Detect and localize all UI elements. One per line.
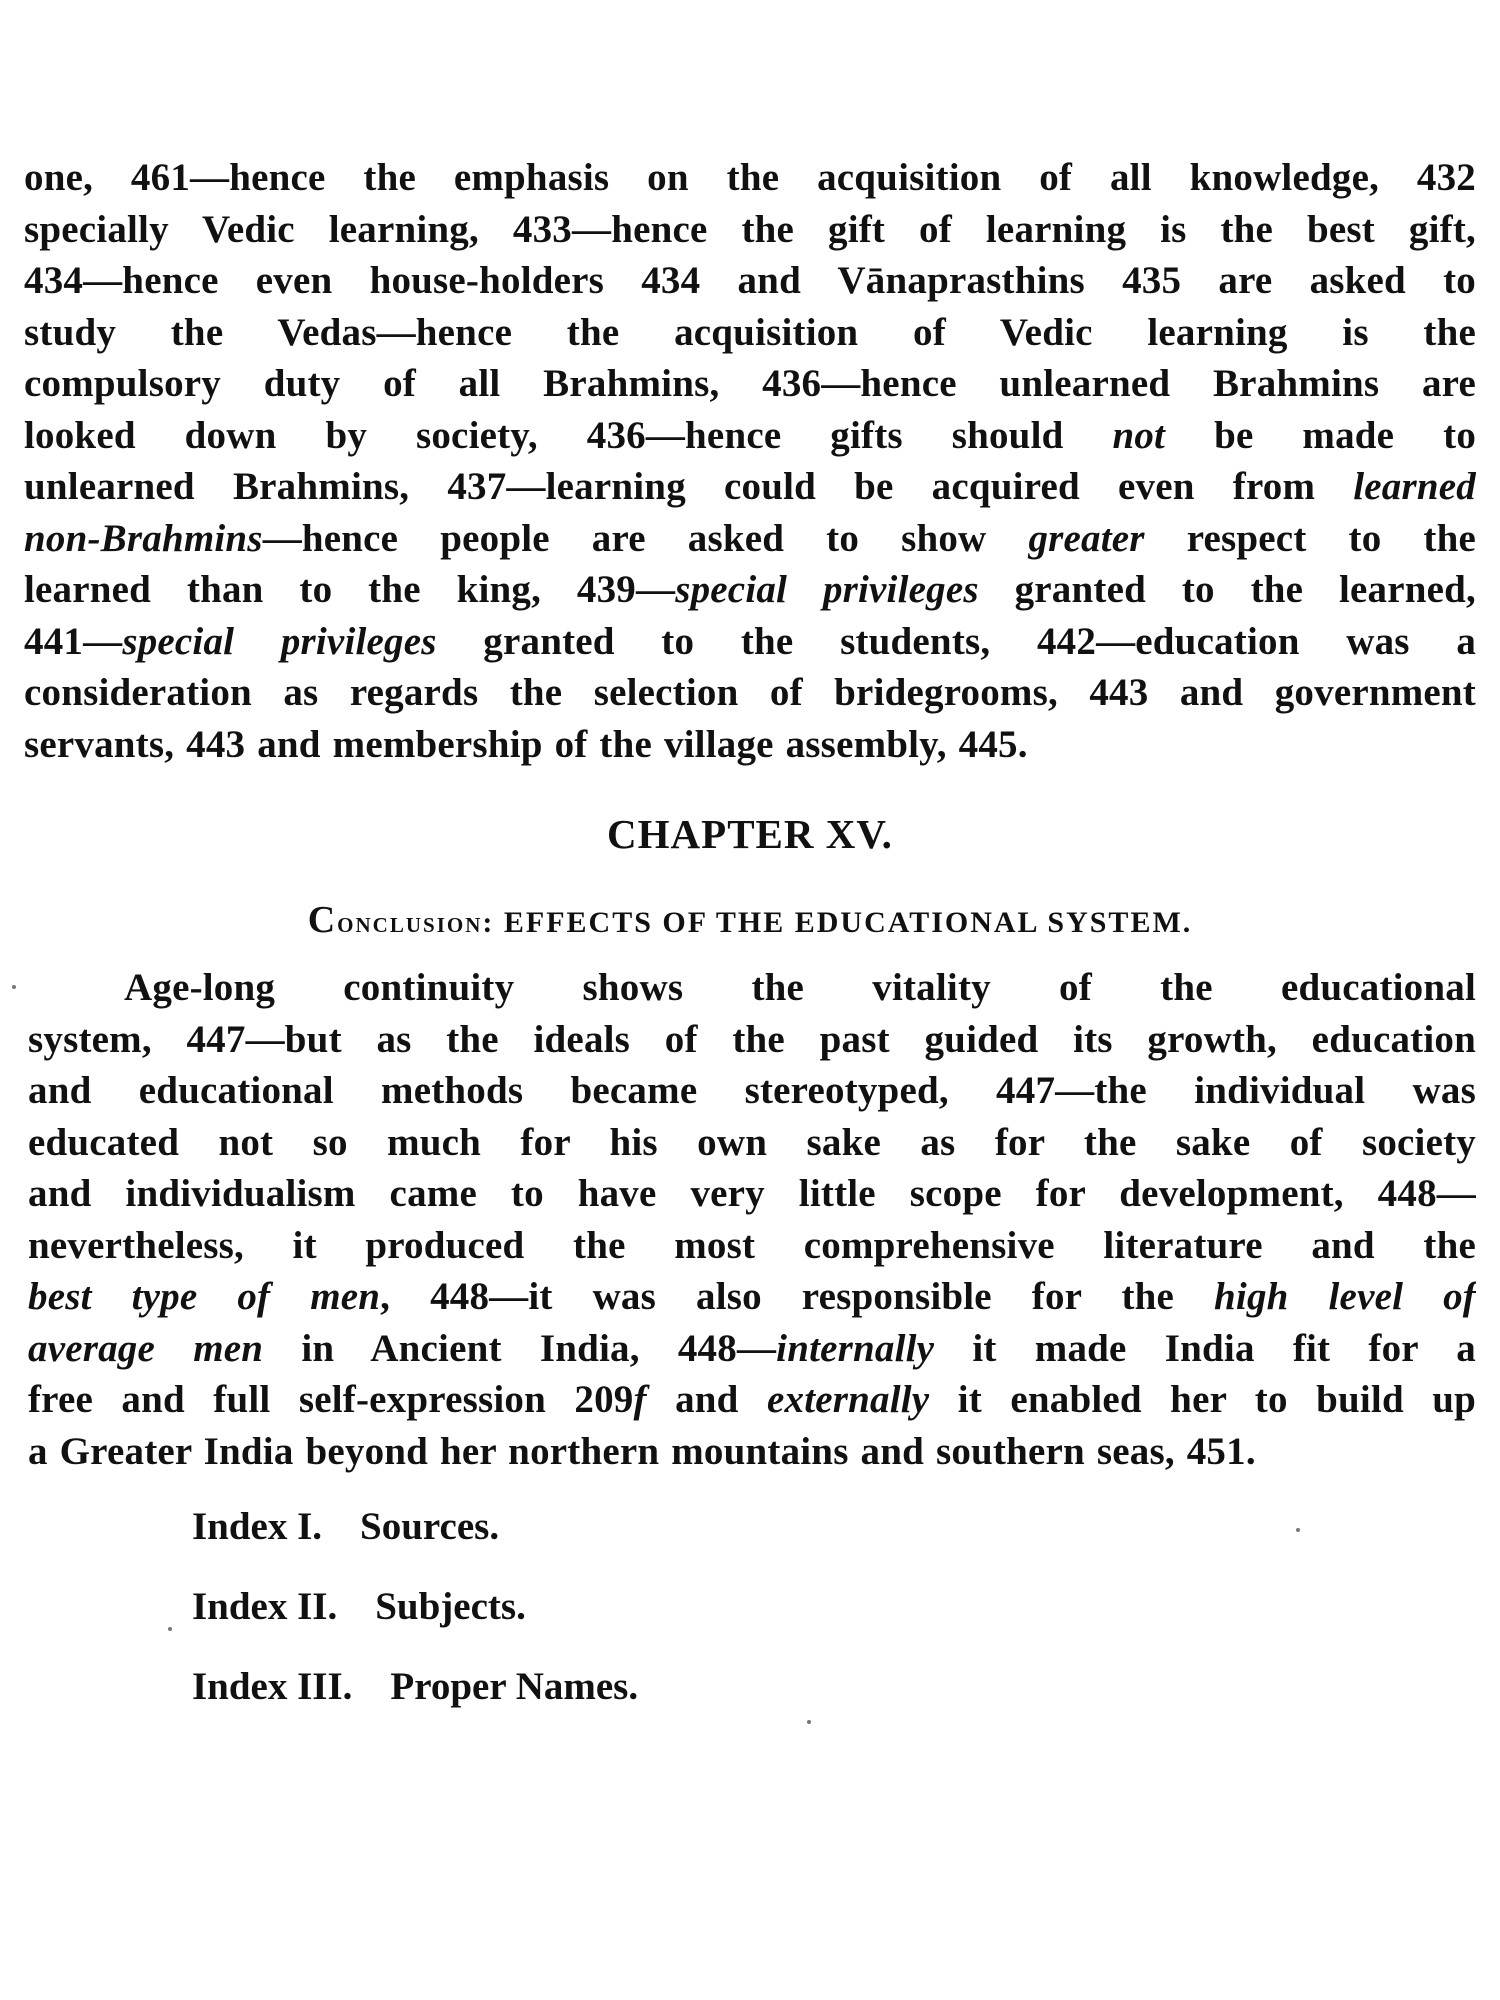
text-line: and educational methods became stereotyped, 447—the individual was: [28, 1069, 1476, 1112]
text-line: compulsory duty of all Brahmins, 436—hence unlearned Brahmins are: [24, 362, 1476, 405]
paragraph-2: [28, 962, 1476, 1477]
chapter-subtitle: Conclusion: EFFECTS OF THE EDUCATIONAL SYSTEM.: [307, 899, 1193, 941]
index-item: [192, 1503, 638, 1583]
text-line: system, 447—but as the ideals of the past guided its growth, education: [28, 1017, 1476, 1061]
text-line: study the Vedas—hence the acquisition of Vedic learning is the: [24, 310, 1476, 354]
scan-speck: [12, 985, 16, 989]
paragraph-1: [24, 152, 1476, 770]
text-line: looked down by society, 436—hence gifts should not be made to: [24, 413, 1476, 457]
text-line: best type of men, 448—it was also responsible for the high level of: [28, 1275, 1476, 1318]
text-line: and individualism came to have very little scope for development, 448—: [28, 1172, 1476, 1215]
text-line: specially Vedic learning, 433—hence the gift of learning is the best gift,: [24, 207, 1476, 251]
text-line: Age-long continuity shows the vitality of the educational: [124, 966, 1476, 1009]
text-line: unlearned Brahmins, 437—learning could be acquired even from learned: [24, 465, 1476, 508]
chapter-title: CHAPTER XV.: [607, 811, 893, 857]
text-line: learned than to the king, 439—special privileges granted to the learned,: [24, 568, 1476, 611]
index-list: [192, 1503, 638, 1743]
index-item: [192, 1663, 638, 1743]
index-number: Index II.: [192, 1585, 338, 1628]
text-line: one, 461—hence the emphasis on the acquisition of all knowledge, 432: [24, 156, 1476, 199]
text-line: a Greater India beyond her northern mountains and southern seas, 451.: [28, 1429, 1256, 1473]
text-line: consideration as regards the selection of bridegrooms, 443 and government: [24, 671, 1476, 714]
index-number: Index III.: [192, 1665, 353, 1708]
index-label: Sources.: [360, 1505, 500, 1548]
text-line: average men in Ancient India, 448—internally it made India fit for a: [28, 1326, 1476, 1370]
index-label: Proper Names.: [390, 1665, 639, 1708]
scan-speck: [1296, 1528, 1300, 1532]
index-item: [192, 1583, 638, 1663]
text-line: 441—special privileges granted to the students, 442—education was a: [24, 619, 1476, 663]
scan-speck: [807, 1720, 811, 1724]
text-line: nevertheless, it produced the most comprehensive literature and the: [28, 1223, 1476, 1267]
text-line: 434—hence even house-holders 434 and Vānaprasthins 435 are asked to: [24, 259, 1476, 302]
scan-speck: [168, 1627, 172, 1631]
text-line: free and full self-expression 209f and externally it enabled her to build up: [28, 1378, 1476, 1421]
text-line: non-Brahmins—hence people are asked to show greater respect to the: [24, 516, 1476, 560]
index-label: Subjects.: [375, 1585, 526, 1628]
text-line: servants, 443 and membership of the village assembly, 445.: [24, 722, 1028, 766]
index-number: Index I.: [192, 1505, 323, 1548]
text-line: educated not so much for his own sake as for the sake of society: [28, 1120, 1476, 1164]
